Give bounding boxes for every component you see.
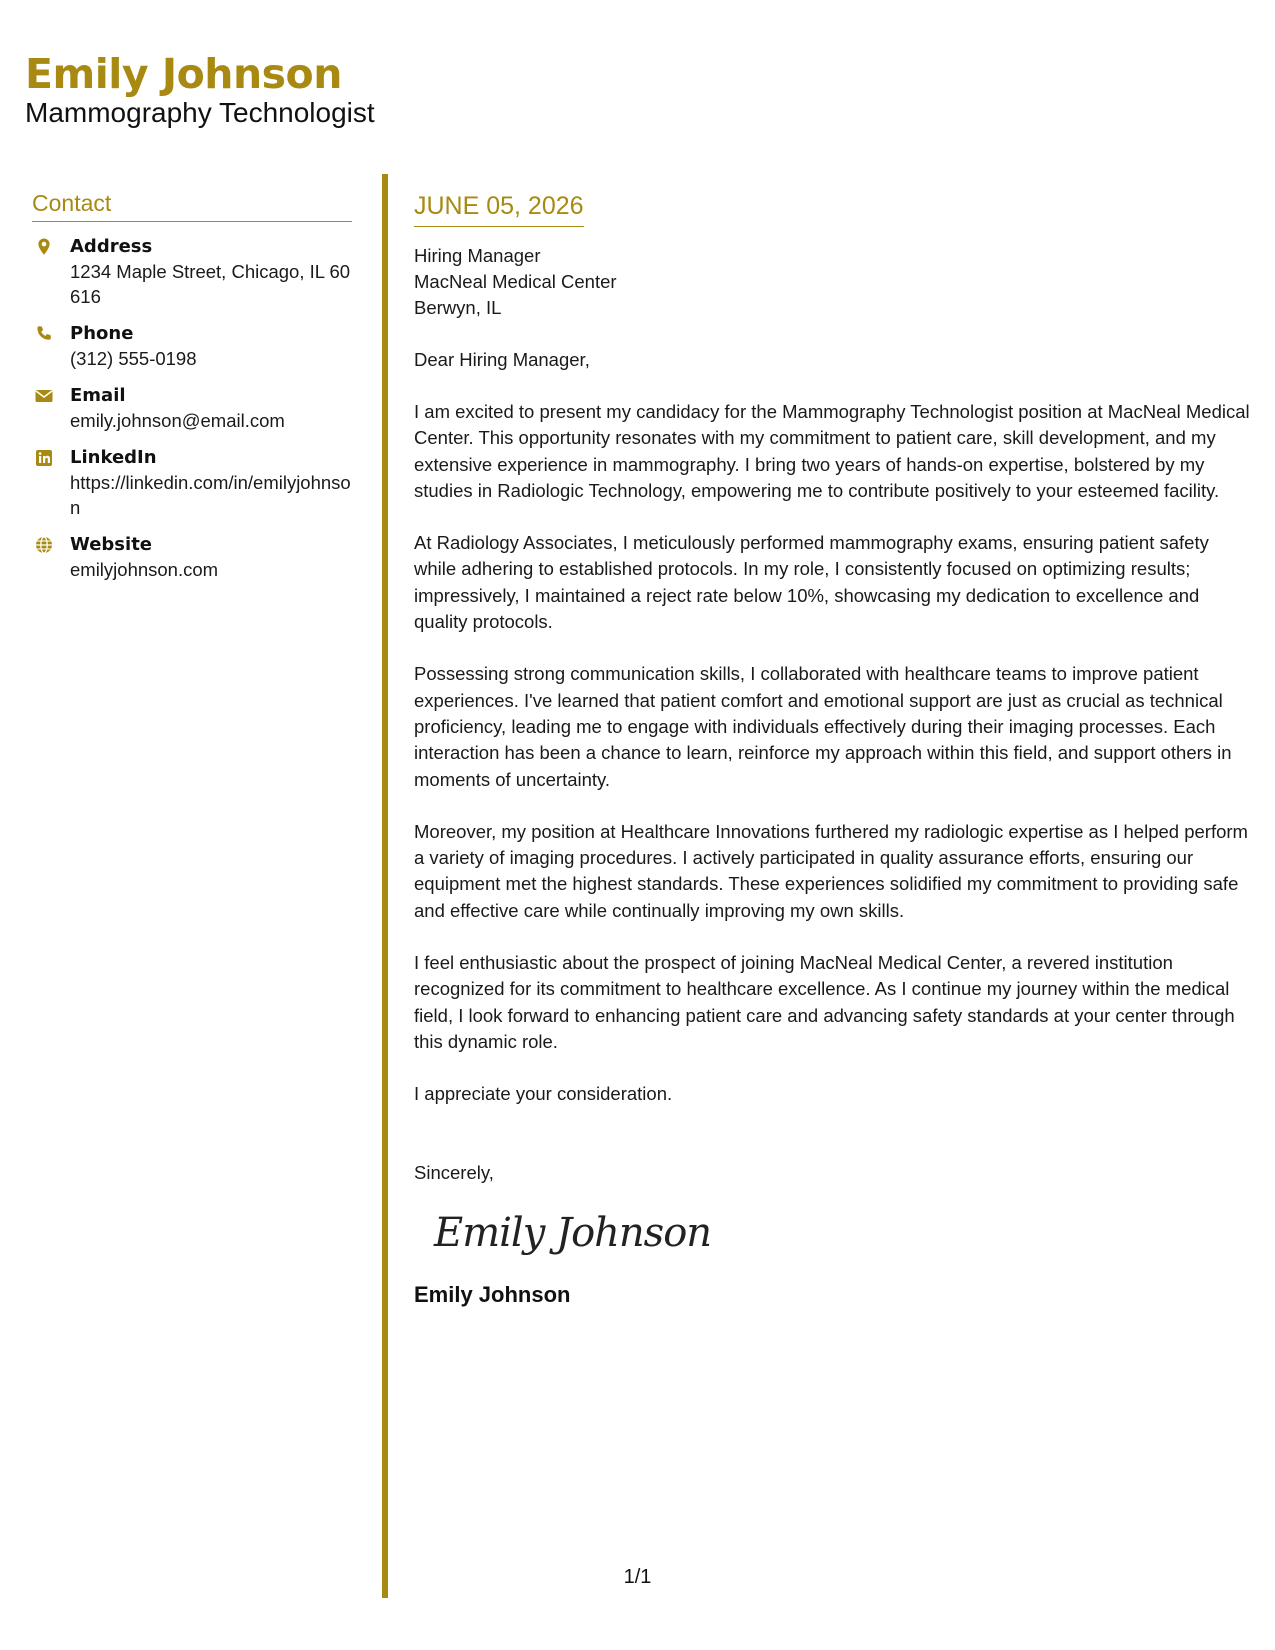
website-label: Website — [70, 534, 153, 555]
email-value[interactable]: emily.johnson@email.com — [70, 410, 285, 431]
globe-icon — [34, 535, 54, 555]
phone-value: (312) 555-0198 — [70, 348, 197, 369]
recipient-name: Hiring Manager — [414, 245, 541, 266]
map-pin-icon — [34, 237, 54, 257]
phone-icon — [34, 324, 54, 344]
email-label: Email — [70, 385, 126, 406]
contact-item-website — [32, 532, 352, 582]
recipient-block — [414, 243, 1254, 321]
letter-date: JUNE 05, 2026 — [414, 190, 584, 227]
applicant-name: Emily Johnson — [25, 50, 342, 98]
linkedin-value[interactable]: https://linkedin.com/in/emilyjohnson — [70, 472, 351, 518]
envelope-icon — [34, 386, 54, 406]
signed-name: Emily Johnson — [414, 1281, 571, 1307]
paragraph-experience: At Radiology Associates, I meticulously performed mammography exams, ensuring patient safety while adhering to established protocols. In my role, I consistently focused on optimizing results; impressively, I maintained a reject rate below 10%, showcasing my dedication to excellence and quality protocols. — [414, 532, 1209, 633]
paragraph-motivation: I feel enthusiastic about the prospect of joining MacNeal Medical Center, a revered institution recognized for its commitment to healthcare excellence. As I continue my journey within the medical field, I look forward to enhancing patient care and advancing safety standards at your center through this dynamic role. — [414, 952, 1235, 1052]
paragraph-expertise: Moreover, my position at Healthcare Innovations furthered my radiologic expertise as I helped perform a variety of imaging procedures. I actively participated in quality assurance efforts, ensuring our equipment met the highest standards. These experiences solidified my commitment to providing safe and effective care while continually improving my own skills. — [414, 820, 1248, 921]
recipient-location: Berwyn, IL — [414, 297, 502, 318]
address-value: 1234 Maple Street, Chicago, IL 60616 — [70, 261, 351, 307]
contact-heading: Contact — [32, 188, 352, 222]
contact-sidebar — [32, 188, 352, 594]
contact-item-phone — [32, 321, 352, 371]
website-value[interactable]: emilyjohnson.com — [70, 559, 219, 580]
linkedin-icon — [34, 448, 54, 468]
recipient-organization: MacNeal Medical Center — [414, 271, 617, 292]
contact-item-linkedin — [32, 445, 352, 520]
job-title: Mammography Technologist — [25, 97, 375, 128]
letter-body — [414, 190, 1254, 1310]
handwritten-signature: Emily Johnson — [434, 1209, 712, 1256]
paragraph-communication: Possessing strong communication skills, I collaborated with healthcare teams to improve patient experiences. I've learned that patient comfort and emotional support are just as crucial as technical proficiency, leading me to engage with individuals effectively during their imaging processes. Each interaction has been a chance to learn, reinforce my approach within this field, and support others in moments of uncertainty. — [414, 663, 1232, 790]
contact-item-address — [32, 234, 352, 309]
paragraph-intro: I am excited to present my candidacy for the Mammography Technologist position at MacNeal Medical Center. This opportunity resonates with my commitment to patient care, skill development, and my extensive experience in mammography. I bring two years of hands-on expertise, bolstered by my studies in Radiologic Technology, empowering me to contribute positively to your esteemed facility. — [414, 401, 1250, 501]
linkedin-label: LinkedIn — [70, 447, 157, 468]
contact-item-email — [32, 383, 352, 433]
contact-list — [32, 234, 352, 582]
salutation: Dear Hiring Manager, — [414, 349, 590, 370]
paragraph-thanks: I appreciate your consideration. — [414, 1083, 673, 1105]
phone-label: Phone — [70, 323, 134, 344]
vertical-divider — [382, 174, 388, 1598]
page-number-text: 1/1 — [623, 1566, 652, 1588]
address-label: Address — [70, 236, 153, 257]
page-number — [0, 1564, 1275, 1590]
closing: Sincerely, — [414, 1161, 494, 1183]
